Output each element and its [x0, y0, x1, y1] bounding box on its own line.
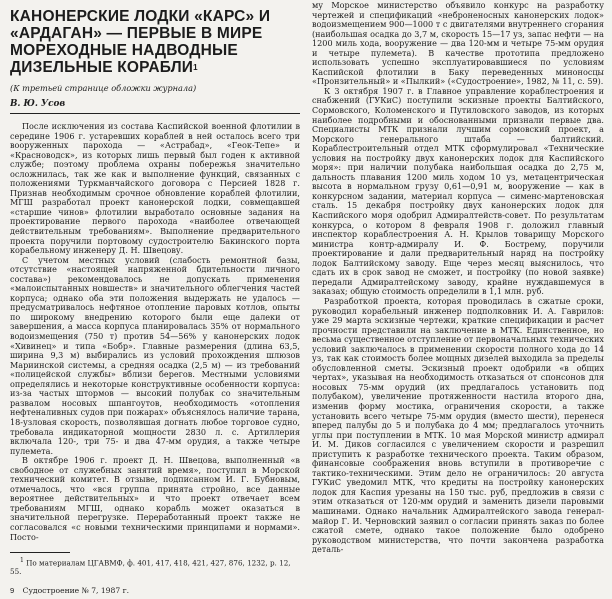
- left-paragraph-3: [10, 456, 300, 542]
- left-paragraph-1: После исключения из состава Каспийской военной флотилии в середине 1906 г. устаревших кораблей в ней осталось всего три вооруженных парохода — «Астрабад», «Геок-Тепе» и «Красноводск», из которых лишь первый был годен к активной службе; поэтому проблема охраны побережья значительно осложнилась, так же как и выполнение функций, связанных с положениями Туркманчайского договора с Персией 1828 г. Признав необходимым срочное обновление кораблей флотилии, МГШ разработал проект канонерской лодки, совмещавшей «старшие чинов» флотилии выработало основные задания на проектирование первого парохода «наиболее отвечающей действительным требованиям». Выполнение предварительного проекта поручили портовому судостроителю Бакинского порта корабельному инженеру Д. Н. Швецову.: [10, 121, 300, 256]
- footnote-divider: [10, 552, 70, 553]
- article-title-text: КАНОНЕРСКИЕ ЛОДКИ «КАРС» И «АРДАГАН» — ПЕРВЫЕ В МИРЕ МОРЕХОДНЫЕ НАДВОДНЫЕ ДИЗЕЛЬНЫЕ КОРАБЛИ: [10, 8, 271, 76]
- left-column: [10, 0, 300, 599]
- article-author: В. Ю. Усов: [10, 99, 66, 109]
- article-title: [10, 8, 300, 76]
- continued-word: Посто-: [10, 531, 39, 542]
- author-divider: [10, 113, 300, 114]
- left-paragraph-3-text: В октябре 1906 г. проект Д. Н. Швецова, выполненный «в свободное от служебных занятий время», поступил в Морской технический комитет. В отзыве, подписанном И. Г. Бубновым, отмечалось, что «вся группа принята стройно, все данные вероятнее действительных» и что проект отвечает всем требованиям МГШ, однако корабль может оказаться в значительной перегрузке. Переработанный проект также не согласовался «с новыми техническими принципами и нормами».: [10, 455, 300, 532]
- right-paragraph-3: Разработкой проекта, которая проводилась в сжатые сроки, руководил корабельный инженер подполковник И. А. Гаврилов: уже 29 марта эскизные чертежи, краткие спецификации и расчет прочности представили на заключение в МТК. Единственное, но весьма существенное отступление от первоначальных технических условий заключалось в применении скорости полного хода до 14 уз, так как стоимость более мощных дизелей выходила за пределы обусловленной сметы. Эскизный проект одобрили «в общих чертах», указывая на необходимость отказаться от спонсонов для носовых 75-мм орудий (их предлагалось установить под полубаком), увеличение протяженности настила второго дна, изменив форму мостика, ограничения скорости, а также установить всего четыре 75-мм орудия (вместо шести), перенеся вперед палубы до 5 и полубака до 4 мм; предлагалось уточнить углы при поступлении в МТК. 10 мая Морской министр адмирал И. М. Диков согласился с увеличением скорости и разрешил приступить к разработке технического проекта. Таким образом, финансовые соображения вновь вступили в противоречие с тактико-техническими. Этим дело не ограничилось: 20 августа ГУКиС уведомил МТК, что кредиты на постройку канонерских лодок для Каспия урезаны на 150 тыс. руб, предложив в связи с этим отказаться от 120-мм орудий и заменить дизели паровыми машинами. Однако начальник Адмиралтейского завода генерал-майор Г. И. Черновский заявил о согласии принять заказ по более сжатой смете, однако такое положение было одобрено руководством министерства, что почти закончена разработка деталь-: [312, 295, 604, 555]
- right-paragraph-1: му Морское министерство объявило конкурс на разработку чертежей и спецификаций «неброненосных канонерских лодок» водоизмещением 900—1000 т с двигателями внутреннего сгорания (наибольшая осадка до 3,7 м, скорость 15—17 уз, запас нефти — на 1200 миль хода, вооружение — два 120-мм и четыре 75-мм орудия и четыре пулемета). В качестве прототипа предложено использовать успешно эксплуатировавшиеся по условиям Каспийской флотилии в Баку переведенных миноносцы «Пронзительный» и «Пылкий» («Судостроение», 1982, № 11, с. 59).: [312, 0, 604, 87]
- footnote: [10, 557, 300, 577]
- journal-reference: Судостроение № 7, 1987 г.: [22, 586, 129, 595]
- article-subtitle: (К третьей странице обложки журнала): [10, 83, 197, 93]
- right-paragraph-2: К 3 октября 1907 г. в Главное управление кораблестроения и снабжений (ГУКиС) поступили эскизные проекты Балтийского, Сормовского, Коломенского и Путиловского заводов, из которых наиболее подробными и обоснованными признали первые два. Специалисты МТК признали лучшим сормовский проект, а Морского генерального штаба — балтийский. Кораблестроительный отдел МТК сформулировал «Технические условия на постройку двух канонерских лодок для Каспийского моря»: при наличии полубака наибольшая осадка до 2,75 м, дальность плавания 1200 миль ходом 10 уз, метацентрическая высота в нормальном грузу 0,61—0,91 м, вооружение — как в конкурсном задании, материал корпуса — сименс-мартеновская сталь. 15 декабря постройку двух канонерских лодок для Каспийского моря одобрил Адмиралтейств-совет. По результатам конкурса, о котором 8 февраля 1908 г. доложил главный инспектор кораблестроения А. Н. Крылов товарищу Морского министра контр-адмиралу И. Ф. Бостремy, поручили проектирование и дали предварительный наряд на постройку лодок Балтийскому заводу. Еще через месяц выяснилось, что сдать их в срок завод не сможет, и постройку (по новой заявке) передали Адмиралтейскому заводу, крайне нуждавшемуся в заказах; общую стоимость определили в 1,1 млн. руб.: [312, 85, 604, 297]
- footnote-text: По материалам ЦГАВМФ, ф. 401, 417, 418, 421, 427, 876, 1232, р. 12, 55.: [10, 558, 291, 577]
- right-column: [312, 0, 604, 599]
- page-number: 9: [10, 586, 15, 595]
- footnote-mark: 1: [20, 557, 24, 565]
- title-footnote-mark: 1: [193, 63, 198, 72]
- left-paragraph-2: С учетом местных условий (слабость ремонтной базы, отсутствие «настоящей напряженной бдительности личного состава») рекомендовалось не допускать применения «малоиспытанных новшеств» и значительного облегчения частей корпуса; однако оба эти положения выдержать не удалось — предусматривалось нефтяное отопление паровых котлов, опыты по широкому внедрению которого были еще далеки от завершения, а масса корпуса планировалась 35% от нормального водоизмещения (750 т) против 54—56% у канонерских лодок «Хивинец» и типа «Бобр». Главные размерения (длина 63,5, ширина 9,3 м) выбирались из условий прохождения шлюзов Мариинской системы, а средняя осадка (2,5 м) — из требований «полицейской службы» вблизи берегов. Местными условиями определялись и некоторые конструктивные особенности корпуса: из-за частых штормов — высокий полубак со значительным развалом носовых шпангоутов, необходимость «отопления нефтеналивных судов при пожарах» объяснялось наличие тарана, 18-узловая скорость, позволявшая догнать любое торговое судно, требовала индикаторной мощности 2830 л. с. Артиллерия включала 120-, три 75- и два 47-мм орудия, а также четыре пулемета.: [10, 254, 300, 456]
- page-footer: [10, 586, 129, 595]
